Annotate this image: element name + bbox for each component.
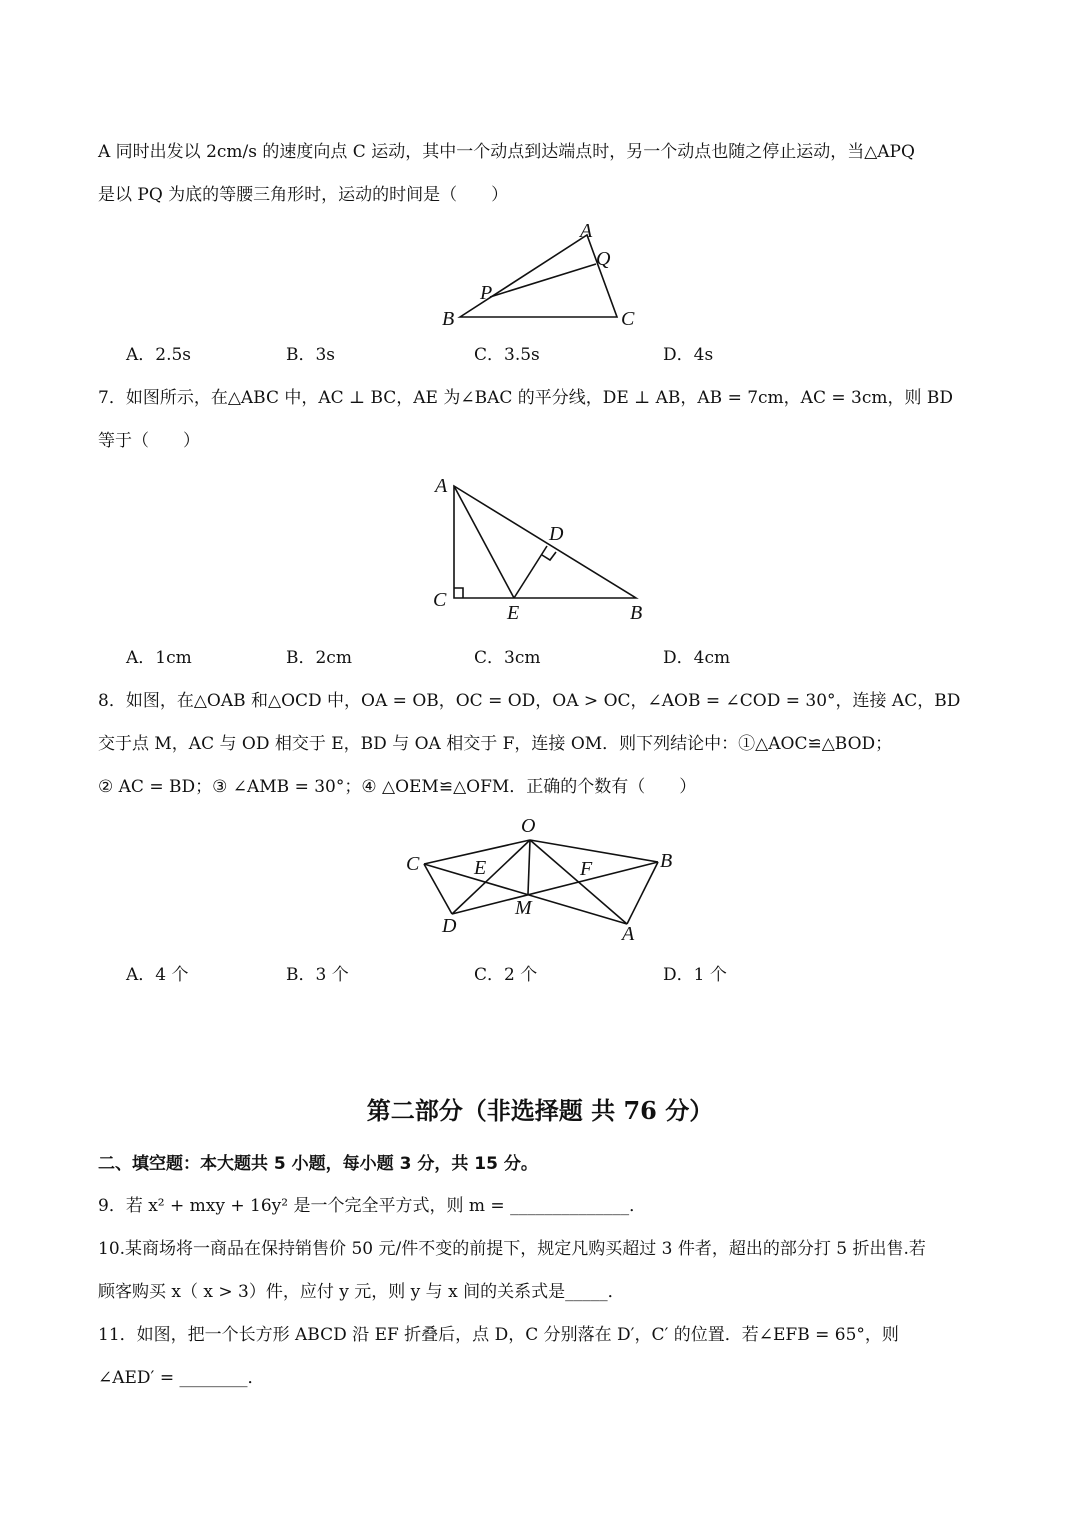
part2-title: 第二部分（非选择题 共 76 分）: [366, 1096, 714, 1125]
section2-heading: 二、填空题：本大题共 5 小题，每小题 3 分，共 15 分。: [98, 1154, 538, 1174]
q7-option-a[interactable]: A．1cm: [126, 648, 192, 668]
q7-option-b[interactable]: B．2cm: [286, 648, 352, 668]
q7-label-a: A: [435, 475, 448, 497]
q8-label-a: A: [622, 923, 635, 945]
q8-label-f: F: [580, 858, 593, 880]
q8-label-c: C: [406, 853, 420, 875]
q11-text-line2: ∠AED′ = ________．: [98, 1368, 265, 1388]
q6-option-d[interactable]: D．4s: [663, 345, 714, 365]
q7-option-c[interactable]: C．3cm: [474, 648, 541, 668]
q6-option-c[interactable]: C．3.5s: [474, 345, 540, 365]
q11-text-line1: 11．如图，把一个长方形 ABCD 沿 EF 折叠后，点 D，C 分别落在 D′，C′ 的位置．若∠EFB = 65°，则: [98, 1325, 899, 1345]
q7-text-line2: 等于（ ）: [98, 431, 200, 451]
q6-label-p: P: [480, 282, 493, 304]
q8-option-c[interactable]: C．2 个: [474, 965, 538, 985]
q8-option-a[interactable]: A．4 个: [126, 965, 189, 985]
q6-label-c: C: [621, 308, 635, 330]
q8-label-b: B: [660, 850, 673, 872]
q7-label-b: B: [630, 602, 643, 624]
q8-text-line2: 交于点 M，AC 与 OD 相交于 E，BD 与 OA 相交于 F，连接 OM．则下列结论中：①△AOC≌△BOD；: [98, 734, 893, 754]
q7-label-d: D: [549, 523, 564, 545]
q6-option-b[interactable]: B．3s: [286, 345, 336, 365]
q7-label-c: C: [433, 589, 447, 611]
q7-text-line1: 7．如图所示，在△ABC 中，AC ⊥ BC，AE 为∠BAC 的平分线，DE ⊥ AB，AB = 7cm，AC = 3cm，则 BD: [98, 388, 953, 408]
q6-label-a: A: [580, 220, 593, 242]
q7-triangle-figure: [425, 470, 665, 630]
q6-label-b: B: [442, 308, 455, 330]
q8-label-d: D: [442, 915, 457, 937]
q8-label-e: E: [474, 857, 487, 879]
q10-text-line2: 顾客购买 x（ x > 3）件，应付 y 元，则 y 与 x 间的关系式是_____．: [98, 1282, 625, 1302]
q6-triangle-figure: [430, 215, 660, 335]
q8-text-line1: 8．如图，在△OAB 和△OCD 中，OA = OB，OC = OD，OA > OC，∠AOB = ∠COD = 30°，连接 AC，BD: [98, 691, 961, 711]
q8-option-d[interactable]: D．1 个: [663, 965, 727, 985]
q6-text-line2: 是以 PQ 为底的等腰三角形时，运动的时间是（ ）: [98, 185, 509, 205]
q10-text-line1: 10.某商场将一商品在保持销售价 50 元/件不变的前提下，规定凡购买超过 3 件者，超出的部分打 5 折出售.若: [98, 1239, 926, 1259]
q8-option-b[interactable]: B．3 个: [286, 965, 349, 985]
q8-figure: [400, 812, 690, 947]
q6-text-line1: A 同时出发以 2cm/s 的速度向点 C 运动，其中一个动点到达端点时，另一个动点也随之停止运动，当△APQ: [98, 142, 915, 162]
q6-option-a[interactable]: A．2.5s: [126, 345, 192, 365]
q8-label-m: M: [515, 897, 532, 919]
q7-option-d[interactable]: D．4cm: [663, 648, 731, 668]
q7-label-e: E: [507, 602, 520, 624]
q9-text: 9．若 x² + mxy + 16y² 是一个完全平方式，则 m = ______________．: [98, 1196, 647, 1216]
q8-text-line3: ② AC = BD；③ ∠AMB = 30°；④ △OEM≌△OFM．正确的个数有（ ）: [98, 777, 697, 797]
q6-label-q: Q: [596, 248, 611, 270]
q8-label-o: O: [521, 815, 536, 837]
